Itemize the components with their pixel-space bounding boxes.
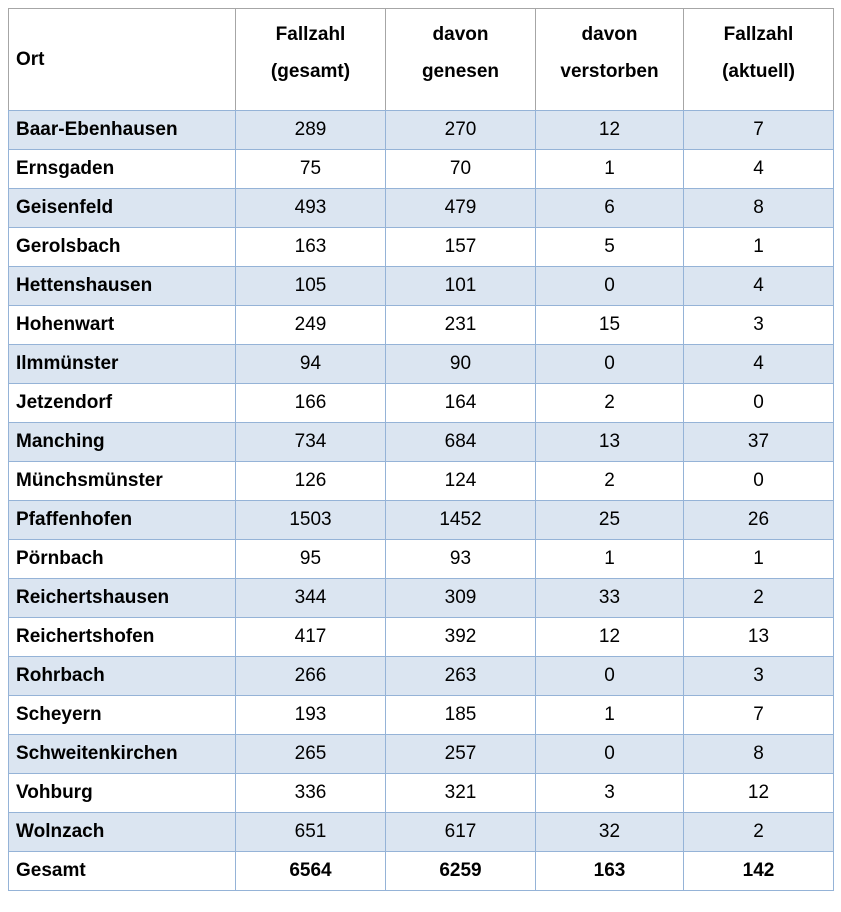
cell-davon-verstorben: 15 (536, 306, 684, 345)
cell-ort: Rohrbach (9, 657, 236, 696)
total-gesamt: 6564 (236, 852, 386, 891)
cell-fallzahl-aktuell: 4 (684, 150, 834, 189)
cell-fallzahl-aktuell: 8 (684, 735, 834, 774)
cell-davon-verstorben: 12 (536, 618, 684, 657)
cell-fallzahl-aktuell: 4 (684, 267, 834, 306)
cell-fallzahl-aktuell: 2 (684, 813, 834, 852)
cell-fallzahl-gesamt: 249 (236, 306, 386, 345)
cell-fallzahl-aktuell: 37 (684, 423, 834, 462)
cell-davon-verstorben: 2 (536, 462, 684, 501)
cell-davon-verstorben: 12 (536, 111, 684, 150)
table-row (9, 306, 834, 345)
cell-fallzahl-gesamt: 651 (236, 813, 386, 852)
cell-fallzahl-gesamt: 336 (236, 774, 386, 813)
table-row (9, 579, 834, 618)
cell-davon-verstorben: 0 (536, 267, 684, 306)
table-row (9, 228, 834, 267)
cell-fallzahl-gesamt: 344 (236, 579, 386, 618)
cell-ort: Jetzendorf (9, 384, 236, 423)
cell-davon-verstorben: 25 (536, 501, 684, 540)
cell-ort: Reichertshofen (9, 618, 236, 657)
cell-davon-verstorben: 13 (536, 423, 684, 462)
cell-fallzahl-aktuell: 7 (684, 696, 834, 735)
header-row (9, 9, 834, 111)
table-row (9, 540, 834, 579)
cell-davon-verstorben: 0 (536, 735, 684, 774)
cell-ort: Schweitenkirchen (9, 735, 236, 774)
cell-ort: Gerolsbach (9, 228, 236, 267)
table-row (9, 150, 834, 189)
cell-fallzahl-gesamt: 193 (236, 696, 386, 735)
table-row (9, 735, 834, 774)
cell-fallzahl-gesamt: 417 (236, 618, 386, 657)
cell-davon-genesen: 93 (386, 540, 536, 579)
cell-ort: Scheyern (9, 696, 236, 735)
cell-fallzahl-gesamt: 266 (236, 657, 386, 696)
cell-davon-genesen: 164 (386, 384, 536, 423)
cell-davon-verstorben: 1 (536, 540, 684, 579)
cell-ort: Geisenfeld (9, 189, 236, 228)
cell-fallzahl-gesamt: 289 (236, 111, 386, 150)
table-row (9, 657, 834, 696)
cell-davon-genesen: 684 (386, 423, 536, 462)
cell-ort: Ilmmünster (9, 345, 236, 384)
cell-ort: Wolnzach (9, 813, 236, 852)
cell-fallzahl-aktuell: 3 (684, 657, 834, 696)
cell-davon-verstorben: 1 (536, 150, 684, 189)
cell-ort: Baar-Ebenhausen (9, 111, 236, 150)
covid-cases-table (8, 8, 834, 891)
column-header-line: davon (581, 24, 638, 45)
cell-ort: Hettenshausen (9, 267, 236, 306)
cell-fallzahl-gesamt: 734 (236, 423, 386, 462)
cell-davon-genesen: 321 (386, 774, 536, 813)
cell-fallzahl-gesamt: 163 (236, 228, 386, 267)
cell-davon-genesen: 309 (386, 579, 536, 618)
total-verstorben: 163 (536, 852, 684, 891)
cell-fallzahl-aktuell: 2 (684, 579, 834, 618)
column-header-line: Fallzahl (275, 24, 346, 45)
cell-fallzahl-gesamt: 126 (236, 462, 386, 501)
cell-fallzahl-aktuell: 4 (684, 345, 834, 384)
column-header-line: (gesamt) (270, 61, 351, 82)
cell-fallzahl-gesamt: 95 (236, 540, 386, 579)
cell-davon-verstorben: 33 (536, 579, 684, 618)
cell-davon-genesen: 157 (386, 228, 536, 267)
cell-davon-verstorben: 1 (536, 696, 684, 735)
cell-davon-verstorben: 3 (536, 774, 684, 813)
cell-fallzahl-gesamt: 265 (236, 735, 386, 774)
cell-davon-genesen: 617 (386, 813, 536, 852)
table-row (9, 618, 834, 657)
table-row (9, 462, 834, 501)
cell-fallzahl-gesamt: 166 (236, 384, 386, 423)
cell-davon-genesen: 257 (386, 735, 536, 774)
table-row (9, 813, 834, 852)
cell-davon-genesen: 1452 (386, 501, 536, 540)
column-header-fallzahl-aktuell (684, 9, 834, 111)
cell-fallzahl-aktuell: 0 (684, 462, 834, 501)
cell-ort: Vohburg (9, 774, 236, 813)
cell-fallzahl-aktuell: 1 (684, 540, 834, 579)
column-header-ort-label: Ort (16, 48, 45, 70)
total-label: Gesamt (9, 852, 236, 891)
cell-davon-genesen: 270 (386, 111, 536, 150)
cell-fallzahl-aktuell: 26 (684, 501, 834, 540)
column-header-ort (9, 9, 236, 111)
table-row (9, 423, 834, 462)
cell-fallzahl-gesamt: 493 (236, 189, 386, 228)
table-body (9, 111, 834, 852)
table-row (9, 696, 834, 735)
table-row (9, 501, 834, 540)
table-row (9, 345, 834, 384)
cell-fallzahl-aktuell: 8 (684, 189, 834, 228)
cell-davon-genesen: 124 (386, 462, 536, 501)
cell-davon-verstorben: 32 (536, 813, 684, 852)
cell-davon-verstorben: 0 (536, 345, 684, 384)
cell-davon-genesen: 101 (386, 267, 536, 306)
cell-davon-verstorben: 5 (536, 228, 684, 267)
cell-fallzahl-gesamt: 1503 (236, 501, 386, 540)
cell-ort: Pörnbach (9, 540, 236, 579)
cell-davon-verstorben: 6 (536, 189, 684, 228)
table-row (9, 267, 834, 306)
column-header-line: verstorben (560, 61, 659, 82)
column-header-fallzahl-gesamt (236, 9, 386, 111)
column-header-davon-verstorben (536, 9, 684, 111)
cell-fallzahl-aktuell: 3 (684, 306, 834, 345)
cell-fallzahl-aktuell: 1 (684, 228, 834, 267)
cell-ort: Manching (9, 423, 236, 462)
table-row (9, 774, 834, 813)
cell-davon-genesen: 185 (386, 696, 536, 735)
cell-fallzahl-aktuell: 7 (684, 111, 834, 150)
cell-ort: Münchsmünster (9, 462, 236, 501)
cell-fallzahl-gesamt: 105 (236, 267, 386, 306)
table-row (9, 111, 834, 150)
cell-davon-genesen: 392 (386, 618, 536, 657)
column-header-line: davon (432, 24, 489, 45)
column-header-davon-genesen (386, 9, 536, 111)
cell-davon-verstorben: 0 (536, 657, 684, 696)
total-genesen: 6259 (386, 852, 536, 891)
cell-fallzahl-aktuell: 12 (684, 774, 834, 813)
cell-fallzahl-gesamt: 94 (236, 345, 386, 384)
table-footer (9, 852, 834, 891)
cell-davon-genesen: 231 (386, 306, 536, 345)
cell-ort: Ernsgaden (9, 150, 236, 189)
column-header-line: genesen (421, 61, 500, 82)
cell-fallzahl-aktuell: 13 (684, 618, 834, 657)
table-row (9, 384, 834, 423)
cell-davon-verstorben: 2 (536, 384, 684, 423)
total-row (9, 852, 834, 891)
cell-fallzahl-aktuell: 0 (684, 384, 834, 423)
cell-fallzahl-gesamt: 75 (236, 150, 386, 189)
cell-ort: Reichertshausen (9, 579, 236, 618)
table-row (9, 189, 834, 228)
table-header (9, 9, 834, 111)
cell-davon-genesen: 90 (386, 345, 536, 384)
cell-ort: Hohenwart (9, 306, 236, 345)
cell-ort: Pfaffenhofen (9, 501, 236, 540)
column-header-line: (aktuell) (722, 61, 795, 82)
total-aktuell: 142 (684, 852, 834, 891)
cell-davon-genesen: 70 (386, 150, 536, 189)
cell-davon-genesen: 263 (386, 657, 536, 696)
column-header-line: Fallzahl (723, 24, 794, 45)
cell-davon-genesen: 479 (386, 189, 536, 228)
